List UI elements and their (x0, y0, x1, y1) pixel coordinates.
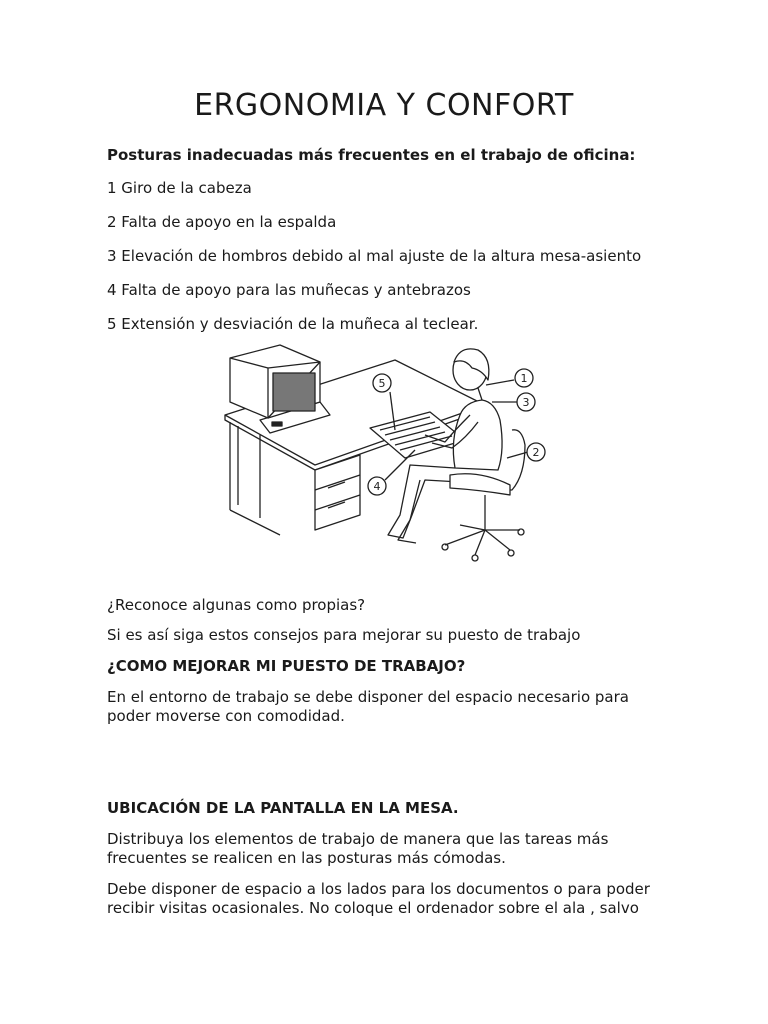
callout-4: 4 (373, 480, 381, 493)
advice-intro: Si es así siga estos consejos para mejorar su puesto de trabajo (107, 626, 581, 644)
posture-item-3: 3 Elevación de hombros debido al mal ajuste de la altura mesa-asiento (107, 247, 642, 265)
workstation-illustration (220, 340, 550, 585)
callout-1: 1 (520, 372, 528, 385)
section-screen-paragraph-2: Debe disponer de espacio a los lados para los documentos o para poder recibir visitas ocasionales. No coloque el ordenador sobre el ala , salvo (107, 880, 650, 917)
workstation-drawing (220, 340, 550, 585)
posture-item-2: 2 Falta de apoyo en la espalda (107, 213, 337, 231)
posture-item-1: 1 Giro de la cabeza (107, 179, 252, 197)
posture-item-5: 5 Extensión y desviación de la muñeca al teclear. (107, 315, 479, 333)
section-heading-screen: UBICACIÓN DE LA PANTALLA EN LA MESA. (107, 799, 459, 817)
section-screen-paragraph-1: Distribuya los elementos de trabajo de manera que las tareas más frecuentes se realicen en las posturas más cómodas. (107, 830, 609, 867)
section-improve-text: En el entorno de trabajo se debe disponer del espacio necesario para poder moverse con comodidad. (107, 688, 629, 725)
question-text: ¿Reconoce algunas como propias? (107, 596, 366, 614)
callout-5: 5 (378, 377, 386, 390)
section-heading-postures: Posturas inadecuadas más frecuentes en el trabajo de oficina: (107, 146, 636, 164)
page-title: ERGONOMIA Y CONFORT (194, 88, 574, 123)
section-heading-improve: ¿COMO MEJORAR MI PUESTO DE TRABAJO? (107, 657, 466, 675)
callout-2: 2 (532, 446, 540, 459)
callout-3: 3 (522, 396, 530, 409)
posture-item-4: 4 Falta de apoyo para las muñecas y antebrazos (107, 281, 471, 299)
